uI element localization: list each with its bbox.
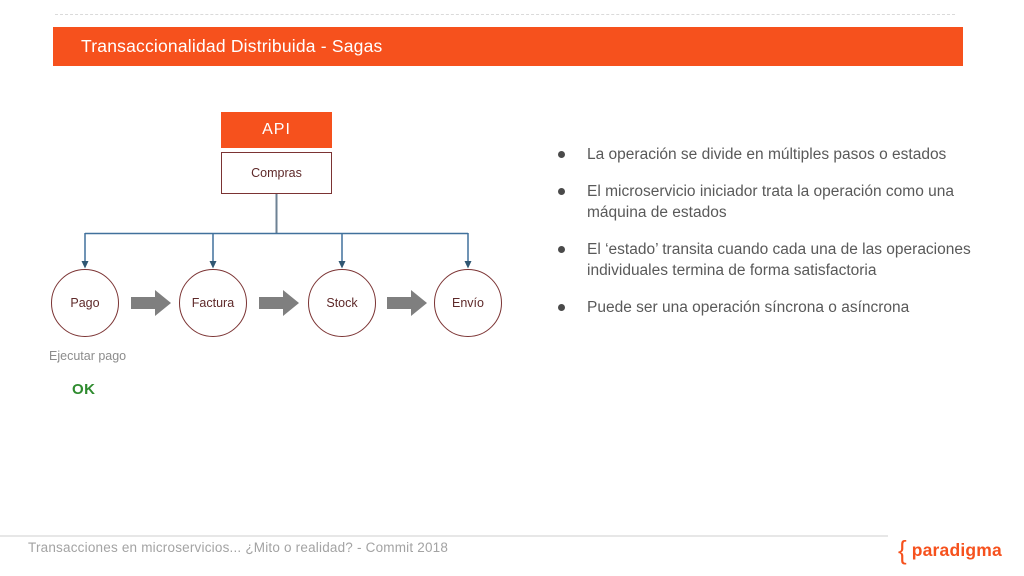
logo-brace-icon: { (898, 535, 907, 565)
orchestrator-node (221, 152, 332, 194)
step-node-envio (434, 269, 502, 337)
api-node (221, 112, 332, 148)
step-node-label: Envío (452, 296, 484, 310)
bullet-item (558, 144, 992, 165)
footer-divider (0, 535, 888, 537)
bullet-dot-icon (558, 188, 565, 195)
step-node-label: Pago (70, 296, 100, 310)
connector-arrow-stock (339, 233, 346, 269)
step-node-stock (308, 269, 376, 337)
bullet-list (558, 144, 992, 334)
bullet-item (558, 239, 992, 281)
bullet-item (558, 181, 992, 223)
step-node-factura (179, 269, 247, 337)
paradigma-logo (898, 537, 1002, 563)
bullet-text: El ‘estado’ transita cuando cada una de las operaciones individuales termina de forma satisfactoria (587, 241, 971, 279)
logo-name: paradigma (911, 539, 1002, 560)
step-node-label: Stock (326, 296, 358, 310)
orchestrator-node-label: Compras (251, 166, 302, 180)
bullet-dot-icon (558, 246, 565, 253)
top-dashed-divider (55, 14, 955, 15)
step-node-pago (51, 269, 119, 337)
page-title: Transaccionalidad Distribuida - Sagas (81, 36, 383, 56)
bullet-text: Puede ser una operación síncrona o asíncrona (587, 299, 910, 316)
flow-arrow-icon (387, 290, 427, 316)
step-node-label: Factura (191, 296, 235, 310)
bullet-dot-icon (558, 151, 565, 158)
connector-arrow-pago (82, 233, 89, 269)
action-label: Ejecutar pago (49, 349, 127, 363)
flow-arrow-icon (131, 290, 171, 316)
footer-caption: Transacciones en microservicios... ¿Mito o realidad? - Commit 2018 (28, 540, 449, 555)
slide-title-bar (53, 27, 963, 66)
connector-arrow-factura (210, 233, 217, 269)
api-node-label: API (262, 121, 291, 138)
status-ok-label: OK (72, 381, 96, 398)
bullet-text: La operación se divide en múltiples pasos o estados (587, 146, 947, 163)
bullet-dot-icon (558, 304, 565, 311)
flow-arrow-icon (259, 290, 299, 316)
bullet-text: El microservicio iniciador trata la operación como una máquina de estados (587, 183, 954, 221)
connector-arrow-envio (465, 233, 472, 269)
bullet-item (558, 297, 992, 318)
